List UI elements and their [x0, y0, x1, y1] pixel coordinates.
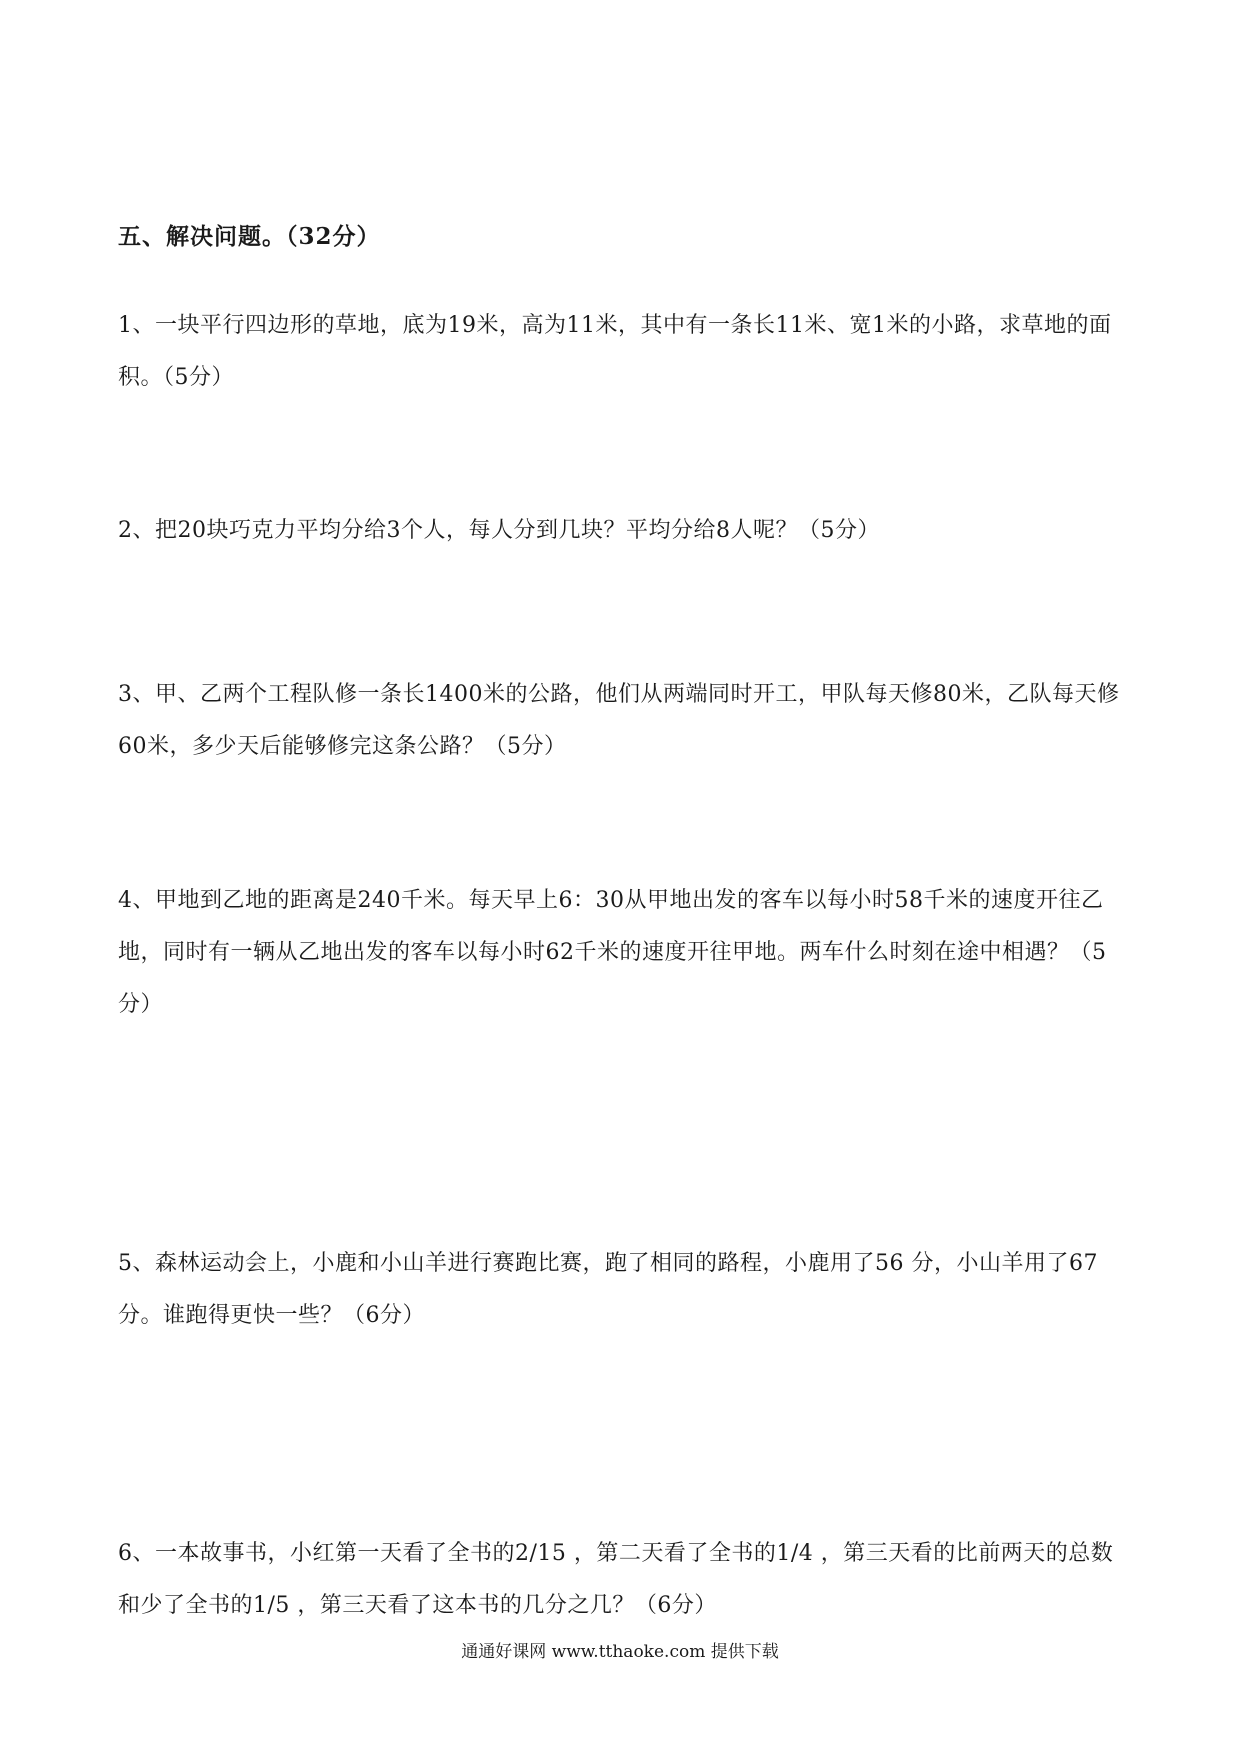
question-4: 4、甲地到乙地的距离是240千米。每天早上6：30从甲地出发的客车以每小时58千米的速度开往乙地，同时有一辆从乙地出发的客车以每小时62千米的速度开往甲地。两车什么时刻在途中相遇？（5分） [118, 888, 1107, 1017]
question-5: 5、森林运动会上，小鹿和小山羊进行赛跑比赛，跑了相同的路程，小鹿用了56 分，小山羊用了67 分。谁跑得更快一些？（6分） [118, 1251, 1098, 1328]
section-title: 五、解决问题。（32分） [118, 223, 381, 250]
question-3: 3、甲、乙两个工程队修一条长1400米的公路，他们从两端同时开工，甲队每天修80米，乙队每天修60米，多少天后能够修完这条公路？（5分） [118, 682, 1120, 759]
question-1: 1、一块平行四边形的草地，底为19米，高为11米，其中有一条长11米、宽1米的小路，求草地的面积。（5分） [118, 313, 1112, 390]
footer-watermark: 通通好课网 www.tthaoke.com 提供下载 [461, 1642, 779, 1662]
question-2: 2、把20块巧克力平均分给3个人，每人分到几块？平均分给8人呢？（5分） [118, 518, 880, 543]
question-6: 6、一本故事书，小红第一天看了全书的2/15 ，第二天看了全书的1/4 ，第三天看的比前两天的总数和少了全书的1/5 ，第三天看了这本书的几分之几？（6分） [118, 1541, 1114, 1618]
